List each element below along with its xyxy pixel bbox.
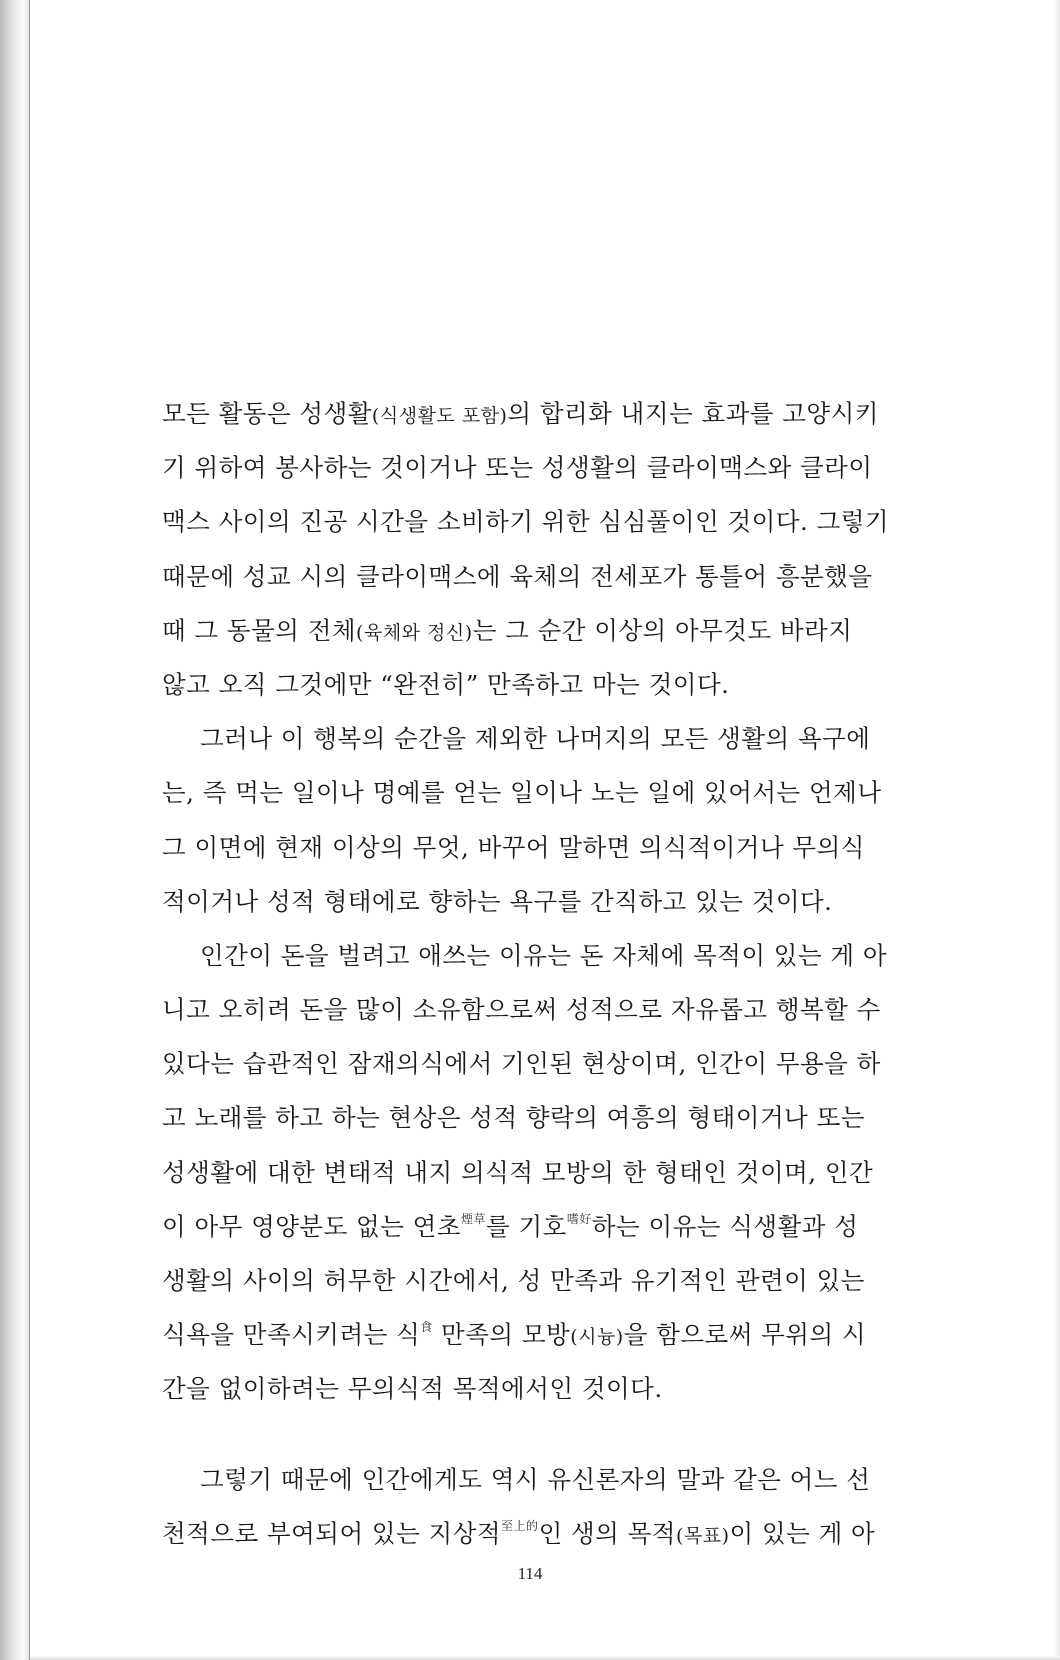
text-line: 생활의 사이의 허무한 시간에서, 성 만족과 유기적인 관련이 있는	[162, 1266, 865, 1295]
page-number: 114	[517, 1564, 543, 1583]
text-line: 이 아무 영양분도 없는 연초$^{煙草}$를 기호$^{嗜好}$하는 이유는 식생활과 성	[162, 1211, 859, 1241]
hanja-annotation: 煙草	[461, 1211, 487, 1226]
hanja-annotation: 食	[420, 1320, 433, 1335]
text-line: 때 그 동물의 전체(육체와 정신)는 그 순간 이상의 아무것도 바라지	[162, 615, 853, 645]
hanja-annotation: 至上的	[501, 1518, 539, 1533]
text-line: 성생활에 대한 변태적 내지 의식적 모방의 한 형태인 것이며, 인간	[162, 1157, 874, 1187]
text-line: 는, 즉 먹는 일이나 명예를 얻는 일이나 노는 일에 있어서는 언제나	[162, 778, 882, 808]
text-line: 않고 오직 그것에만 “완전히” 만족하고 마는 것이다.	[162, 669, 730, 699]
text-line: 적이거나 성적 형태에로 향하는 욕구를 간직하고 있는 것이다.	[162, 886, 833, 916]
page-bottom-edge	[30, 1656, 1060, 1660]
text-line: 식욕을 만족시키려는 식$^食$ 만족의 모방(시늉)을 함으로써 무위의 시	[162, 1320, 867, 1350]
paragraph-4	[162, 1453, 902, 1561]
body-text	[162, 387, 902, 1561]
text-line: 간을 없이하려는 무의식적 목적에서인 것이다.	[162, 1374, 663, 1404]
paragraph-1	[162, 387, 902, 712]
text-line: 그 이면에 현재 이상의 무엇, 바꾸어 말하면 의식적이거나 무의식	[162, 832, 865, 862]
paragraph-gap	[162, 1417, 902, 1453]
paragraph-2	[162, 712, 902, 929]
text-line: 맥스 사이의 진공 시간을 소비하기 위한 심심풀이인 것이다. 그렇기	[162, 507, 890, 537]
text-line: 때문에 성교 시의 클라이맥스에 육체의 전세포가 통틀어 흥분했을	[162, 561, 873, 591]
text-line: 인간이 돈을 벌려고 애쓰는 이유는 돈 자체에 목적이 있는 게 아	[200, 940, 888, 970]
hanja-annotation: 嗜好	[566, 1211, 592, 1226]
text-line: 고 노래를 하고 하는 현상은 성적 향락의 여흥의 형태이거나 또는	[162, 1103, 865, 1133]
text-line: 있다는 습관적인 잠재의식에서 기인된 현상이며, 인간이 무용을 하	[162, 1049, 881, 1079]
paragraph-3	[162, 929, 902, 1417]
text-line: 그렇기 때문에 인간에게도 역시 유신론자의 말과 같은 어느 선	[200, 1464, 871, 1494]
book-spine-edge	[0, 0, 30, 1660]
text-line: 모든 활동은 성생활(식생활도 포함)의 합리화 내지는 효과를 고양시키	[162, 399, 879, 428]
text-line: 천적으로 부여되어 있는 지상적$^{至上的}$인 생의 목적(목표)이 있는 게 아	[162, 1518, 876, 1548]
page-right-edge	[1054, 0, 1060, 1660]
text-line: 기 위하여 봉사하는 것이거나 또는 성생활의 클라이맥스와 클라이	[162, 453, 873, 483]
text-line: 니고 오히려 돈을 많이 소유함으로써 성적으로 자유롭고 행복할 수	[162, 995, 881, 1025]
text-line: 그러나 이 행복의 순간을 제외한 나머지의 모든 생활의 욕구에	[200, 724, 871, 754]
